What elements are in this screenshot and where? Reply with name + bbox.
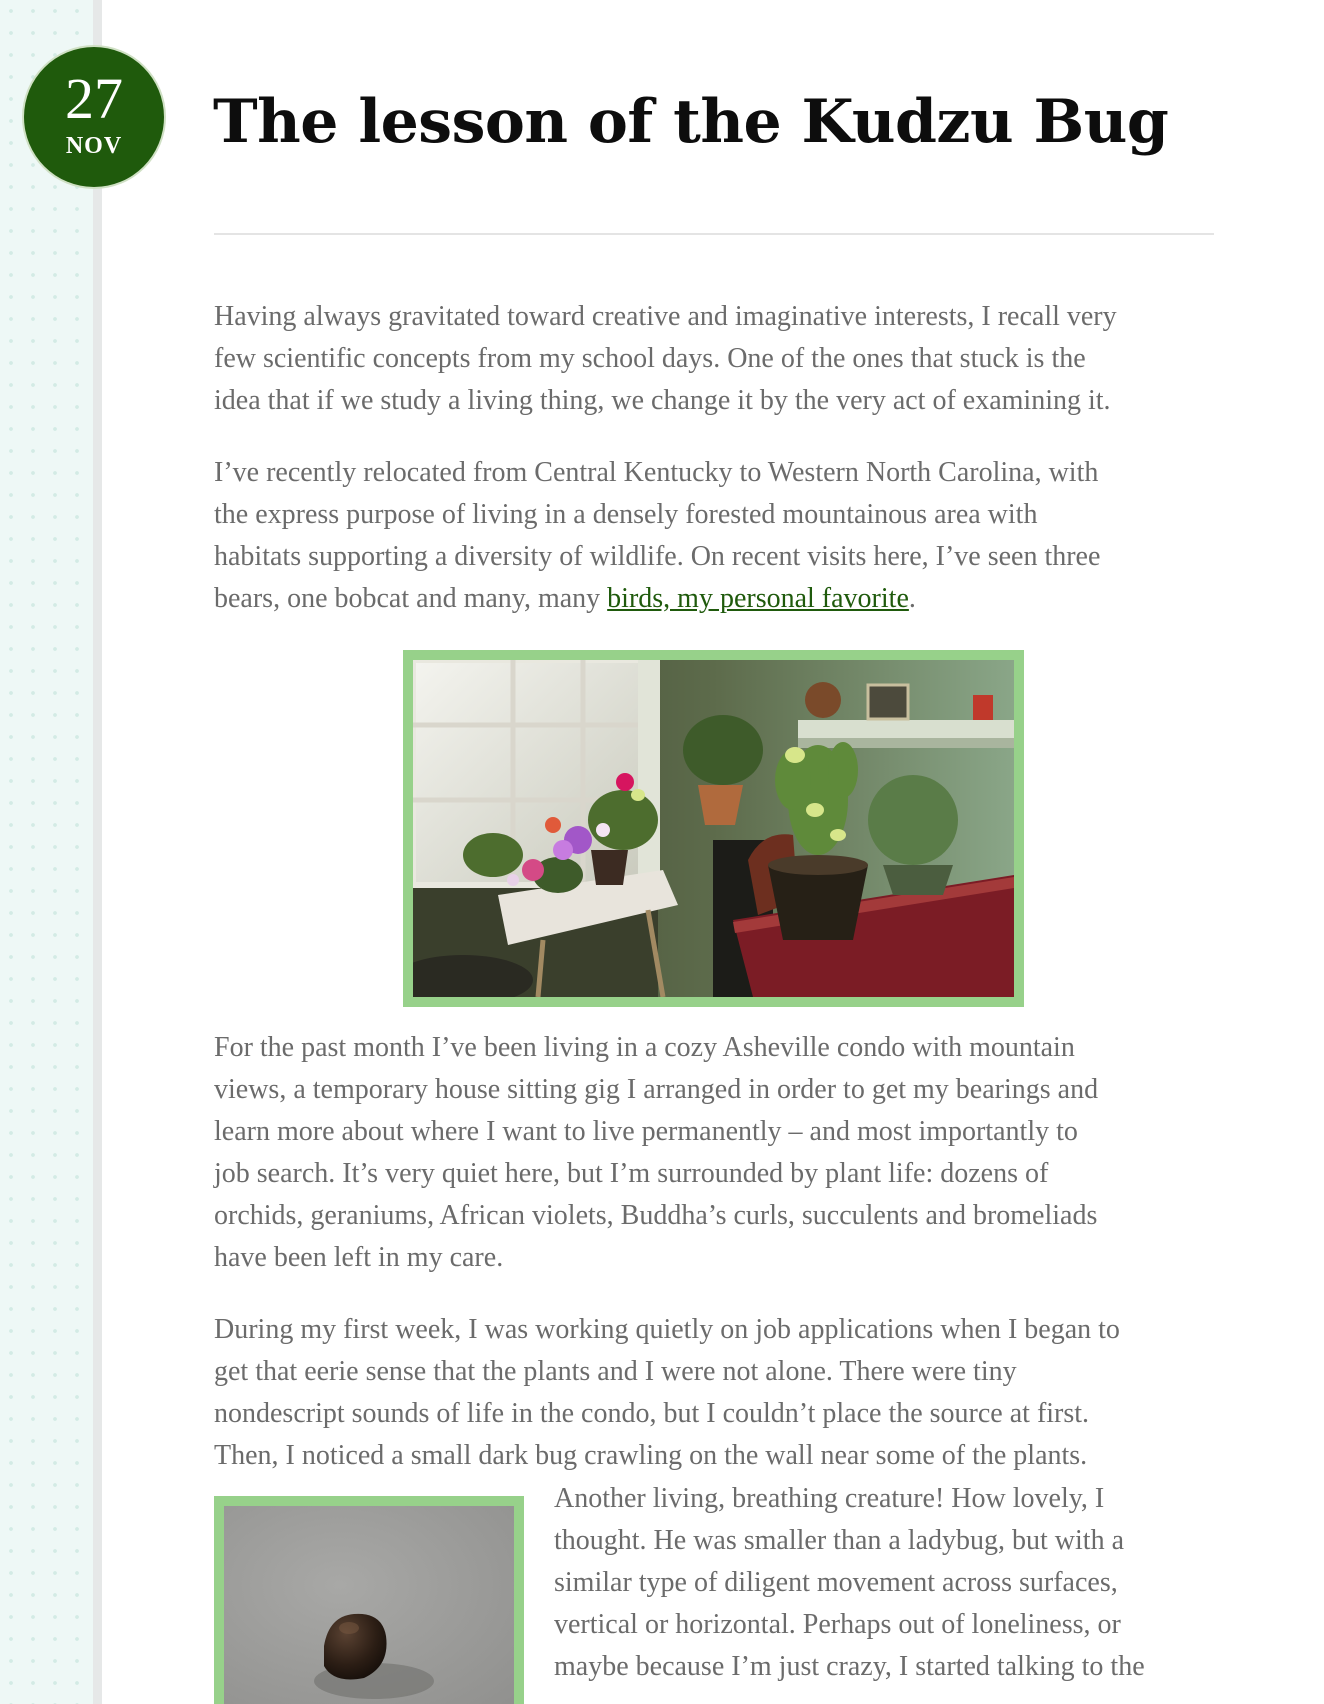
kudzu-bug-photo <box>214 1496 524 1704</box>
date-month: NOV <box>65 133 123 159</box>
paragraph-line: few scientific concepts from my school days. One of the ones that stuck is the <box>214 343 1086 374</box>
paragraph-relocation <box>214 452 1100 620</box>
paragraph-line: idea that if we study a living thing, we change it by the very act of examining it. <box>214 385 1111 416</box>
paragraph-line: I’ve recently relocated from Central Kentucky to Western North Carolina, with <box>214 457 1099 488</box>
paragraph-line: thought. He was smaller than a ladybug, but with a <box>554 1525 1124 1556</box>
birds-link[interactable]: birds, my personal favorite <box>607 583 909 614</box>
post-date-badge <box>24 47 164 187</box>
paragraph-line: nondescript sounds of life in the condo, but I couldn’t place the source at first. <box>214 1398 1090 1429</box>
post-title[interactable]: The lesson of the Kudzu Bug <box>213 87 1169 157</box>
paragraph-line: Then, I noticed a small dark bug crawling on the wall near some of the plants. <box>214 1440 1088 1471</box>
paragraph-line: . <box>908 583 916 614</box>
paragraph-line: job search. It’s very quiet here, but I’m surrounded by plant life: dozens of <box>214 1158 1049 1189</box>
paragraph-line: maybe because I’m just crazy, I started talking to the <box>554 1651 1145 1682</box>
paragraph-line: views, a temporary house sitting gig I arranged in order to get my bearings and <box>214 1074 1099 1105</box>
paragraph-line: Having always gravitated toward creative and imaginative interests, I recall very <box>214 301 1117 332</box>
paragraph-line: orchids, geraniums, African violets, Buddha’s curls, succulents and bromeliads <box>214 1200 1098 1231</box>
kudzu-bug-image <box>224 1506 514 1704</box>
paragraph-line: have been left in my care. <box>214 1242 504 1273</box>
paragraph-condo <box>214 1027 1098 1279</box>
paragraph-line: get that eerie sense that the plants and I were not alone. There were tiny <box>214 1356 1017 1387</box>
paragraph-line: Another living, breathing creature! How lovely, I <box>554 1483 1105 1514</box>
paragraph-line: learn more about where I want to live permanently – and most importantly to <box>214 1116 1078 1147</box>
plants-room-image <box>413 660 1014 997</box>
paragraph-bug-encounter <box>554 1478 1145 1688</box>
plants-photo <box>403 650 1024 1007</box>
paragraph-intro <box>214 296 1117 422</box>
paragraph-line: vertical or horizontal. Perhaps out of loneliness, or <box>554 1609 1121 1640</box>
title-divider <box>214 233 1214 235</box>
paragraph-line: During my first week, I was working quietly on job applications when I began to <box>214 1314 1120 1345</box>
paragraph-line: habitats supporting a diversity of wildlife. On recent visits here, I’ve seen three <box>214 541 1101 572</box>
paragraph-line: For the past month I’ve been living in a cozy Asheville condo with mountain <box>214 1032 1075 1063</box>
paragraph-line: the express purpose of living in a densely forested mountainous area with <box>214 499 1038 530</box>
date-day: 27 <box>65 66 123 131</box>
paragraph-line: similar type of diligent movement across surfaces, <box>554 1567 1118 1598</box>
paragraph-line: bears, one bobcat and many, many <box>214 583 608 614</box>
paragraph-first-week <box>214 1309 1120 1477</box>
